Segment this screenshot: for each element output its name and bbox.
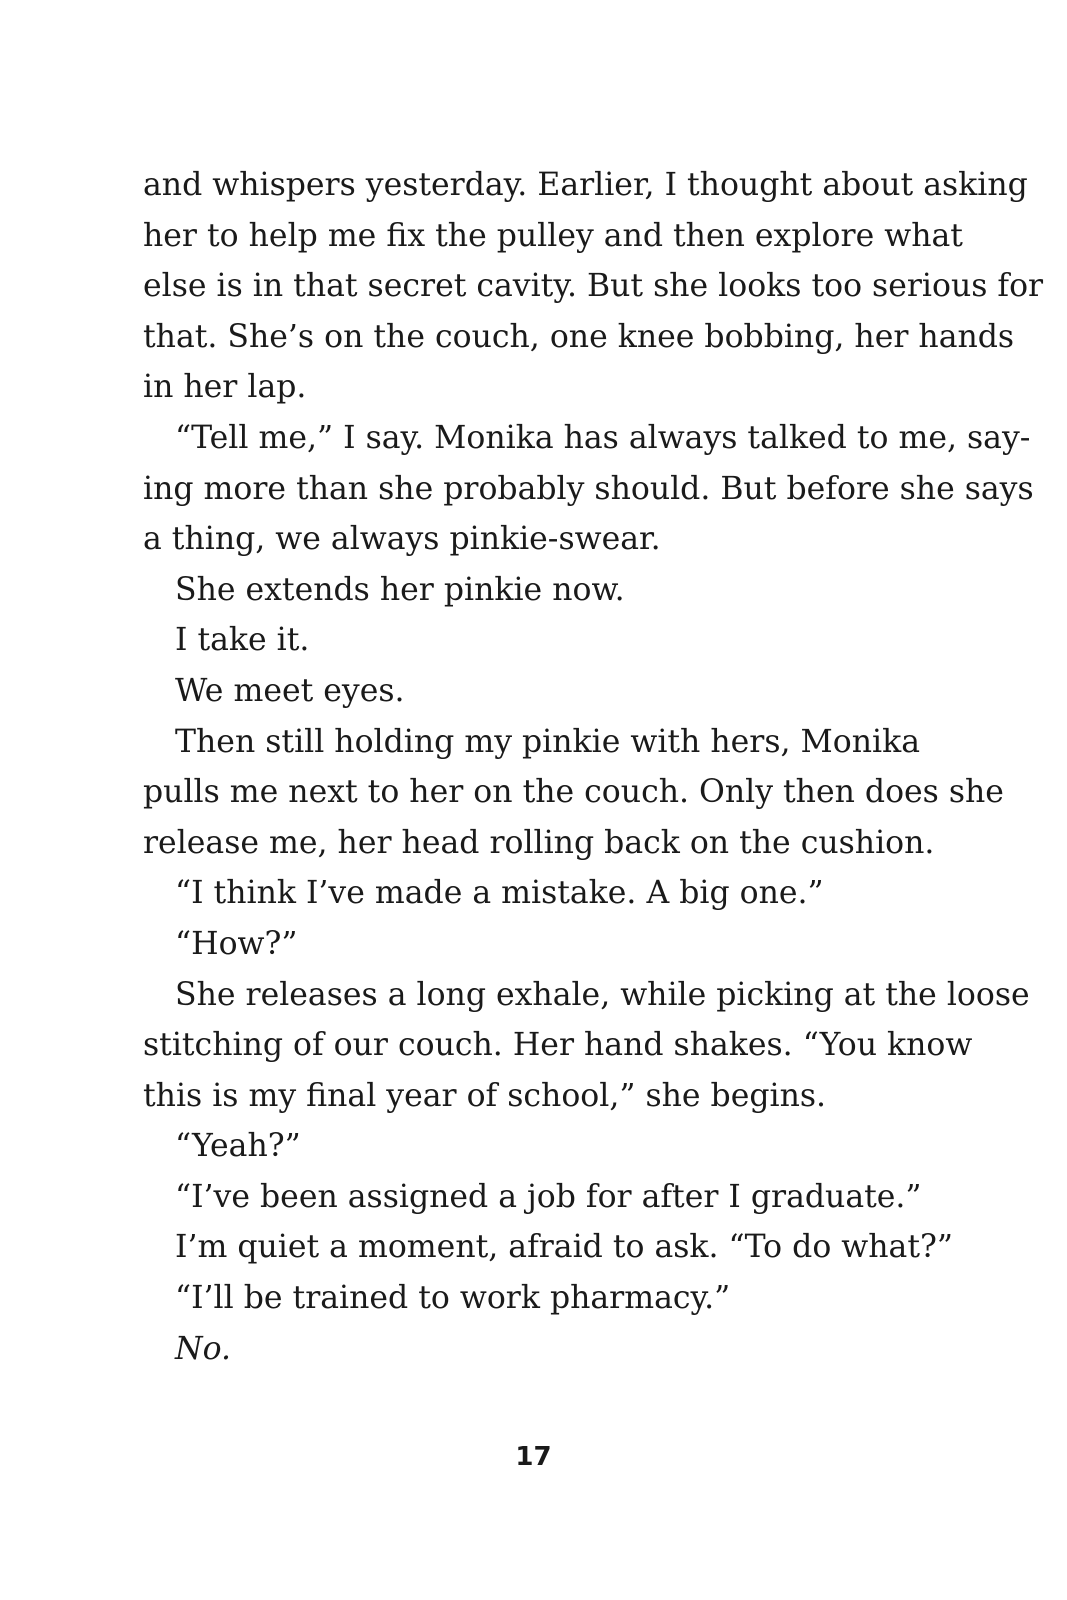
text-line: She releases a long exhale, while picking at the loose bbox=[175, 976, 1030, 1013]
text-line: her to help me fix the pulley and then explore what bbox=[143, 217, 963, 254]
text-line: that. She’s on the couch, one knee bobbing, her hands bbox=[143, 318, 1015, 355]
text-line: in her lap. bbox=[143, 369, 307, 406]
text-line: “How?” bbox=[175, 925, 298, 962]
text-line: release me, her head rolling back on the cushion. bbox=[143, 824, 935, 861]
text-line: “I’ve been assigned a job for after I graduate.” bbox=[175, 1178, 922, 1215]
text-line: She extends her pinkie now. bbox=[175, 571, 625, 608]
text-line: I take it. bbox=[175, 622, 310, 659]
text-line: We meet eyes. bbox=[175, 672, 405, 709]
page-number: 17 bbox=[515, 1442, 552, 1472]
text-line: a thing, we always pinkie-swear. bbox=[143, 521, 661, 558]
text-line: pulls me next to her on the couch. Only then does she bbox=[143, 774, 1004, 811]
text-line: “I think I’ve made a mistake. A big one.” bbox=[175, 875, 824, 912]
body-text bbox=[143, 160, 1044, 1374]
text-line: else is in that secret cavity. But she looks too serious for bbox=[143, 268, 1044, 305]
text-line: stitching of our couch. Her hand shakes. “You know bbox=[143, 1027, 973, 1064]
text-line: “Yeah?” bbox=[175, 1128, 301, 1165]
text-line: I’m quiet a moment, afraid to ask. “To do what?” bbox=[175, 1229, 953, 1266]
text-line-italic: No. bbox=[175, 1330, 231, 1367]
text-line: and whispers yesterday. Earlier, I thought about asking bbox=[143, 167, 1028, 203]
text-line: ing more than she probably should. But before she says bbox=[143, 470, 1034, 507]
text-line: “Tell me,” I say. Monika has always talked to me, say- bbox=[175, 419, 1031, 456]
text-line: “I’ll be trained to work pharmacy.” bbox=[175, 1280, 731, 1317]
text-line: Then still holding my pinkie with hers, Monika bbox=[175, 723, 920, 760]
text-line: this is my final year of school,” she begins. bbox=[143, 1077, 827, 1114]
